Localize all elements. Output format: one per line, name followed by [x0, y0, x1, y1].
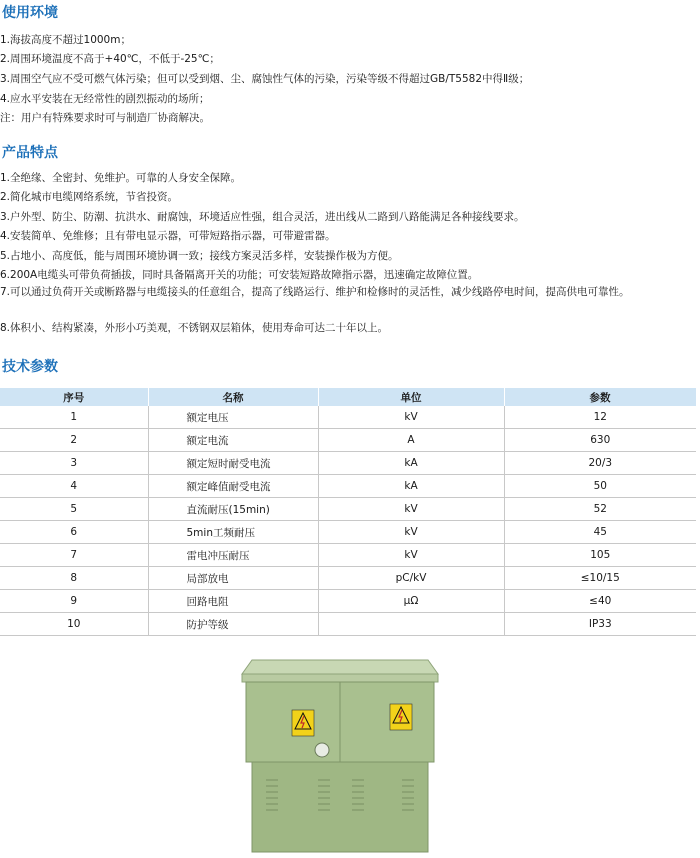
- cell-unit: kV: [318, 544, 504, 567]
- section-title-features: 产品特点: [2, 145, 58, 161]
- cell-name: 直流耐压(15min): [148, 498, 318, 521]
- env-item: 3.周围空气应不受可燃气体污染；但可以受到烟、尘、腐蚀性气体的污染，污染等级不得超过GB/T5582中得Ⅱ级；: [0, 73, 530, 85]
- table-row: [0, 475, 696, 498]
- table-row: [0, 590, 696, 613]
- cell-name: 5min工频耐压: [148, 521, 318, 544]
- cell-index: 5: [0, 498, 148, 521]
- col-header-name: 名称: [148, 388, 318, 406]
- feature-item: 2.简化城市电缆网络系统，节省投资。: [0, 191, 179, 203]
- table-row: [0, 498, 696, 521]
- feature-item: 1.全绝缘、全密封、免维护。可靠的人身安全保障。: [0, 172, 242, 184]
- cell-index: 3: [0, 452, 148, 475]
- cell-value: 12: [504, 406, 696, 429]
- cell-unit: pC/kV: [318, 567, 504, 590]
- feature-item: 6.200A电缆头可带负荷插拔，同时具备隔离开关的功能；可安装短路故障指示器，迅速确定故障位置。: [0, 269, 479, 281]
- cell-value: ≤10/15: [504, 567, 696, 590]
- cell-index: 2: [0, 429, 148, 452]
- table-row: [0, 567, 696, 590]
- col-header-unit: 单位: [318, 388, 504, 406]
- table-header-row: [0, 388, 696, 406]
- cell-name: 额定电流: [148, 429, 318, 452]
- cell-name: 局部放电: [148, 567, 318, 590]
- cell-value: 52: [504, 498, 696, 521]
- section-title-tech-params: 技术参数: [2, 359, 58, 375]
- feature-item: 5.占地小、高度低，能与周围环境协调一致；接线方案灵活多样，安装操作极为方便。: [0, 250, 399, 262]
- cell-index: 6: [0, 521, 148, 544]
- section-title-environment: 使用环境: [2, 5, 58, 21]
- cell-index: 1: [0, 406, 148, 429]
- env-item: 1.海拔高度不超过1000m；: [0, 34, 131, 46]
- cell-name: 额定电压: [148, 406, 318, 429]
- warning-sign-icon: [292, 710, 314, 736]
- cell-value: 20/3: [504, 452, 696, 475]
- env-item: 2.周围环境温度不高于+40℃，不低于-25℃；: [0, 53, 220, 65]
- cell-value: 105: [504, 544, 696, 567]
- cell-name: 额定短时耐受电流: [148, 452, 318, 475]
- cell-value: IP33: [504, 613, 696, 636]
- table-row: [0, 429, 696, 452]
- feature-item: 3.户外型、防尘、防潮、抗洪水、耐腐蚀，环境适应性强，组合灵活，进出线从二路到八路能满足各种接线要求。: [0, 211, 525, 223]
- cabinet-product-image: [230, 652, 450, 858]
- table-row: [0, 544, 696, 567]
- feature-item: 4.安装简单、免维修；且有带电显示器，可带短路指示器，可带避雷器。: [0, 230, 336, 242]
- env-item: 4.应水平安装在无经常性的剧烈振动的场所；: [0, 93, 210, 105]
- cell-name: 额定峰值耐受电流: [148, 475, 318, 498]
- cell-name: 雷电冲压耐压: [148, 544, 318, 567]
- table-row: [0, 452, 696, 475]
- table-row: [0, 406, 696, 429]
- cell-name: 防护等级: [148, 613, 318, 636]
- cell-index: 4: [0, 475, 148, 498]
- feature-item: 7.可以通过负荷开关或断路器与电缆接头的任意组合，提高了线路运行、维护和检修时的灵活性，减少线路停电时间，提高供电可靠性。: [0, 286, 630, 298]
- cell-unit: μΩ: [318, 590, 504, 613]
- cell-unit: kA: [318, 452, 504, 475]
- cell-index: 9: [0, 590, 148, 613]
- cell-value: 630: [504, 429, 696, 452]
- cell-unit: kV: [318, 406, 504, 429]
- cell-value: ≤40: [504, 590, 696, 613]
- feature-item: 8.体积小、结构紧凑，外形小巧美观，不锈钢双层箱体，使用寿命可达二十年以上。: [0, 322, 389, 334]
- tech-params-table: [0, 388, 697, 636]
- lock-icon: [315, 743, 329, 757]
- cell-index: 8: [0, 567, 148, 590]
- cell-index: 10: [0, 613, 148, 636]
- env-note: 注：用户有特殊要求时可与制造厂协商解决。: [0, 112, 210, 124]
- cell-index: 7: [0, 544, 148, 567]
- cell-unit: kA: [318, 475, 504, 498]
- cell-unit: [318, 613, 504, 636]
- col-header-index: 序号: [0, 388, 148, 406]
- cell-value: 45: [504, 521, 696, 544]
- table-row: [0, 613, 696, 636]
- col-header-value: 参数: [504, 388, 696, 406]
- cell-unit: kV: [318, 498, 504, 521]
- cell-name: 回路电阻: [148, 590, 318, 613]
- table-row: [0, 521, 696, 544]
- warning-sign-icon: [390, 704, 412, 730]
- cell-value: 50: [504, 475, 696, 498]
- cell-unit: kV: [318, 521, 504, 544]
- cell-unit: A: [318, 429, 504, 452]
